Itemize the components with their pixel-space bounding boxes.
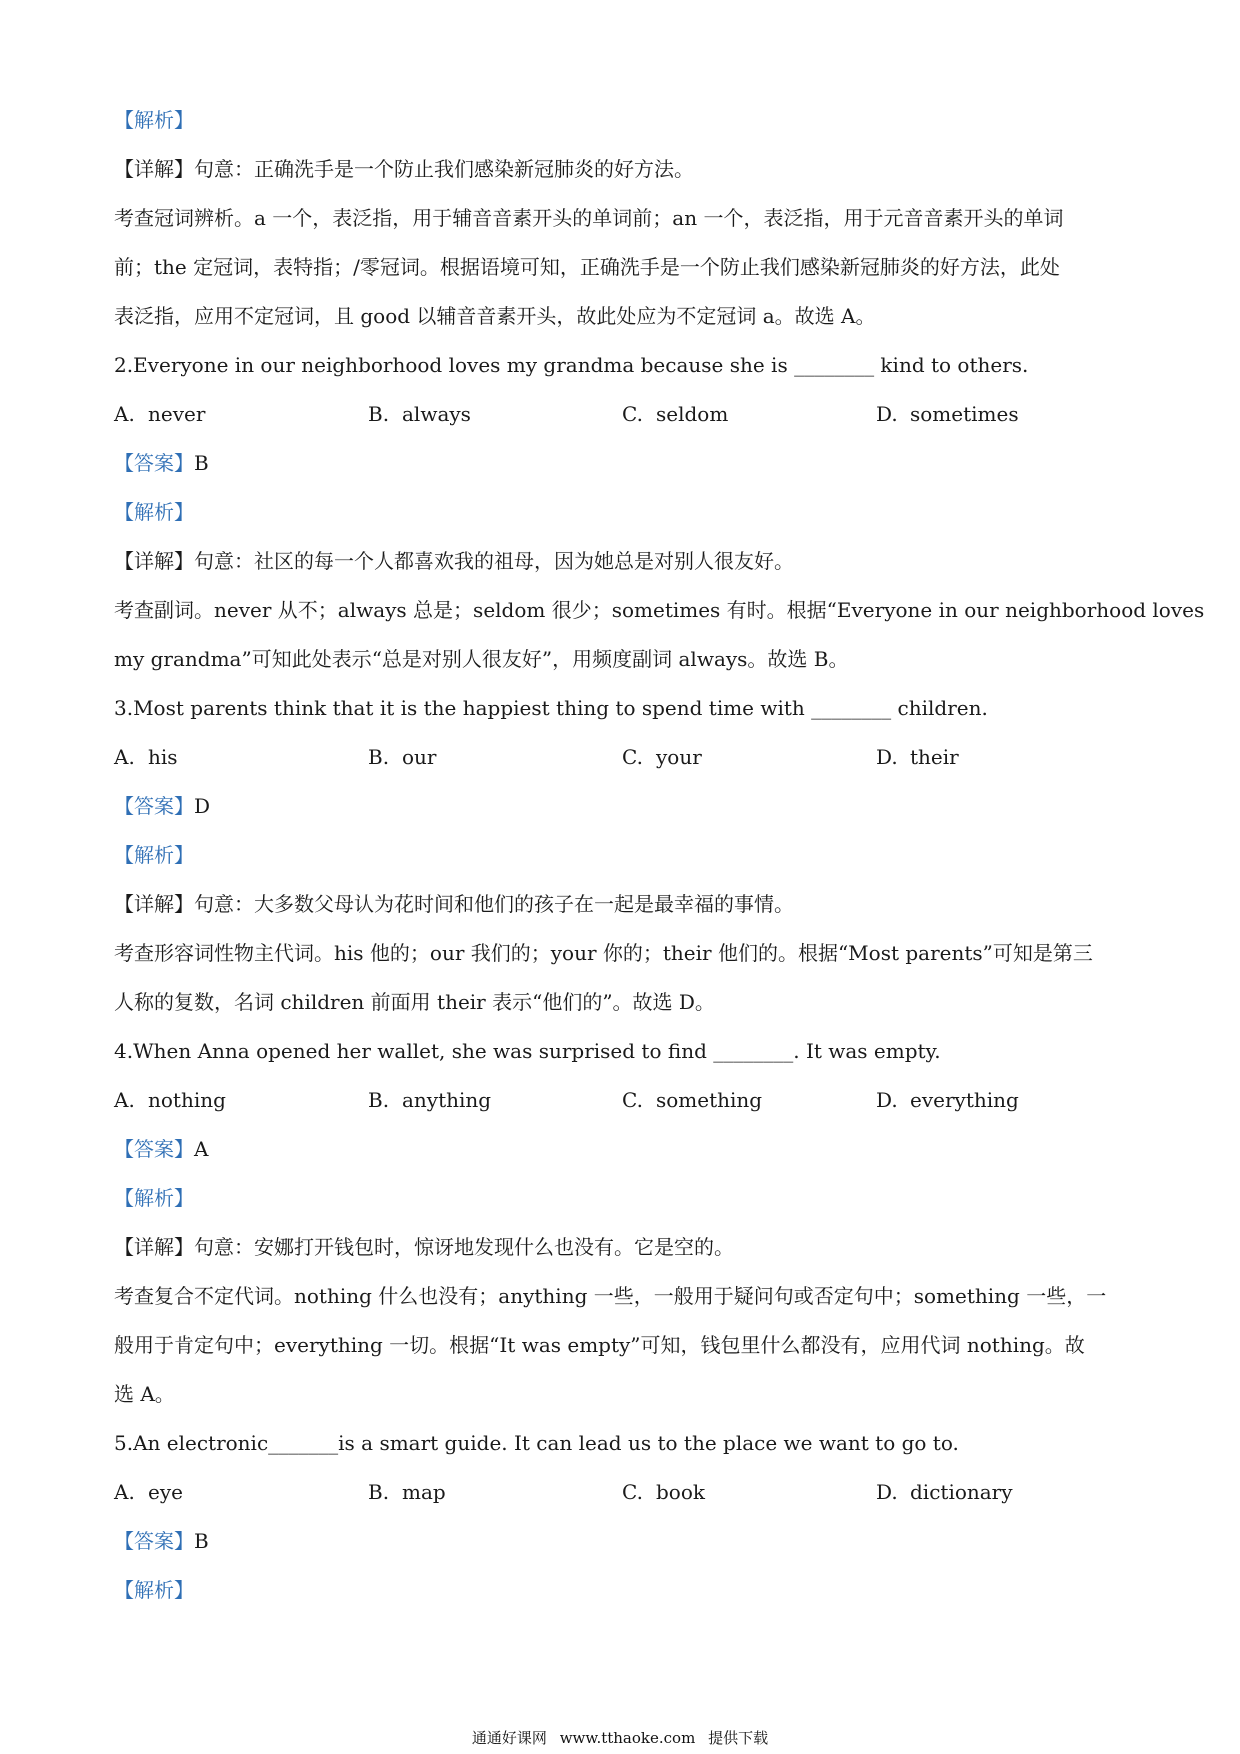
question-line bbox=[114, 684, 1134, 733]
analysis-tag: 【解析】 bbox=[114, 108, 194, 132]
text-line bbox=[114, 929, 1134, 978]
detail-tag: 【详解】 bbox=[114, 549, 194, 573]
text-line bbox=[114, 635, 1134, 684]
detail-line bbox=[114, 145, 1134, 194]
option-item bbox=[114, 390, 368, 439]
option-item bbox=[876, 1468, 1130, 1517]
option-text: their bbox=[910, 745, 959, 769]
option-letter: D. bbox=[876, 1480, 898, 1504]
option-item bbox=[114, 733, 368, 782]
option-row bbox=[114, 390, 1134, 439]
explanation-text: 表泛指，应用不定冠词，且 good 以辅音音素开头，故此处应为不定冠词 a。故选 A。 bbox=[114, 304, 876, 328]
explanation-text: 考查复合不定代词。nothing 什么也没有；anything 一些，一般用于疑问句或否定句中；something 一些，一 bbox=[114, 1284, 1107, 1308]
text-line bbox=[114, 1321, 1134, 1370]
option-letter: C. bbox=[622, 745, 643, 769]
option-text: seldom bbox=[656, 402, 729, 426]
option-item bbox=[368, 390, 622, 439]
option-item bbox=[876, 733, 1130, 782]
option-text: book bbox=[656, 1480, 706, 1504]
detail-text: 句意：安娜打开钱包时，惊讶地发现什么也没有。它是空的。 bbox=[194, 1235, 734, 1259]
option-letter: A. bbox=[114, 1088, 135, 1112]
option-item bbox=[368, 1076, 622, 1125]
explanation-text: 般用于肯定句中；everything 一切。根据“It was empty”可知，钱包里什么都没有，应用代词 nothing。故 bbox=[114, 1333, 1085, 1357]
option-letter: C. bbox=[622, 402, 643, 426]
option-text: eye bbox=[148, 1480, 183, 1504]
text-line bbox=[114, 586, 1205, 635]
analysis-tag: 【解析】 bbox=[114, 1186, 194, 1210]
option-row bbox=[114, 1076, 1134, 1125]
option-item bbox=[876, 390, 1130, 439]
document-body bbox=[114, 96, 1205, 1615]
option-row bbox=[114, 733, 1134, 782]
option-letter: B. bbox=[368, 745, 390, 769]
option-row bbox=[114, 1468, 1134, 1517]
tag-line bbox=[114, 1174, 1134, 1223]
option-text: his bbox=[148, 745, 178, 769]
question-text: 2.Everyone in our neighborhood loves my grandma because she is ________ kind to others. bbox=[114, 353, 1029, 377]
option-letter: A. bbox=[114, 402, 135, 426]
option-text: your bbox=[656, 745, 702, 769]
detail-text: 句意：大多数父母认为花时间和他们的孩子在一起是最幸福的事情。 bbox=[194, 892, 794, 916]
explanation-text: 选 A。 bbox=[114, 1382, 175, 1406]
option-text: everything bbox=[910, 1088, 1019, 1112]
explanation-text: my grandma”可知此处表示“总是对别人很友好”，用频度副词 always。故选 B。 bbox=[114, 647, 849, 671]
option-letter: A. bbox=[114, 1480, 135, 1504]
option-text: our bbox=[402, 745, 437, 769]
explanation-text: 考查副词。never 从不；always 总是；seldom 很少；sometimes 有时。根据“Everyone in our neighborhood loves bbox=[114, 598, 1205, 622]
text-line bbox=[114, 243, 1134, 292]
text-line bbox=[114, 194, 1134, 243]
question-text: 3.Most parents think that it is the happiest thing to spend time with ________ children. bbox=[114, 696, 988, 720]
text-line bbox=[114, 1370, 1134, 1419]
answer-tag: 【答案】 bbox=[114, 451, 194, 475]
option-letter: D. bbox=[876, 1088, 898, 1112]
text-line bbox=[114, 1272, 1134, 1321]
option-letter: B. bbox=[368, 1088, 390, 1112]
explanation-text: 考查形容词性物主代词。his 他的；our 我们的；your 你的；their 他们的。根据“Most parents”可知是第三 bbox=[114, 941, 1093, 965]
option-item bbox=[622, 1468, 876, 1517]
option-letter: B. bbox=[368, 402, 390, 426]
question-line bbox=[114, 1027, 1134, 1076]
analysis-tag: 【解析】 bbox=[114, 843, 194, 867]
option-item bbox=[368, 1468, 622, 1517]
detail-line bbox=[114, 880, 1134, 929]
option-text: nothing bbox=[148, 1088, 226, 1112]
option-item bbox=[114, 1076, 368, 1125]
answer-line bbox=[114, 1125, 1134, 1174]
answer-value: B bbox=[194, 1529, 209, 1553]
page-footer bbox=[0, 1727, 1240, 1748]
option-letter: B. bbox=[368, 1480, 390, 1504]
tag-line bbox=[114, 96, 1134, 145]
text-line bbox=[114, 978, 1134, 1027]
explanation-text: 前；the 定冠词，表特指；/零冠词。根据语境可知，正确洗手是一个防止我们感染新冠肺炎的好方法，此处 bbox=[114, 255, 1060, 279]
detail-line bbox=[114, 1223, 1134, 1272]
detail-tag: 【详解】 bbox=[114, 892, 194, 916]
answer-line bbox=[114, 1517, 1134, 1566]
option-item bbox=[622, 390, 876, 439]
explanation-text: 人称的复数，名词 children 前面用 their 表示“他们的”。故选 D。 bbox=[114, 990, 715, 1014]
option-text: always bbox=[402, 402, 471, 426]
detail-tag: 【详解】 bbox=[114, 157, 194, 181]
tag-line bbox=[114, 1566, 1134, 1615]
answer-tag: 【答案】 bbox=[114, 1137, 194, 1161]
option-text: dictionary bbox=[910, 1480, 1013, 1504]
question-text: 4.When Anna opened her wallet, she was surprised to find ________. It was empty. bbox=[114, 1039, 941, 1063]
answer-line bbox=[114, 439, 1134, 488]
question-text: 5.An electronic_______is a smart guide. It can lead us to the place we want to go to. bbox=[114, 1431, 959, 1455]
detail-text: 句意：正确洗手是一个防止我们感染新冠肺炎的好方法。 bbox=[194, 157, 694, 181]
footer-site-name: 通通好课网 bbox=[471, 1729, 547, 1747]
option-letter: D. bbox=[876, 402, 898, 426]
option-item bbox=[622, 1076, 876, 1125]
answer-value: B bbox=[194, 451, 209, 475]
answer-tag: 【答案】 bbox=[114, 1529, 194, 1553]
tag-line bbox=[114, 488, 1134, 537]
answer-tag: 【答案】 bbox=[114, 794, 194, 818]
detail-tag: 【详解】 bbox=[114, 1235, 194, 1259]
analysis-tag: 【解析】 bbox=[114, 500, 194, 524]
footer-suffix: 提供下载 bbox=[708, 1729, 769, 1747]
answer-value: A bbox=[194, 1137, 209, 1161]
answer-value: D bbox=[194, 794, 211, 818]
tag-line bbox=[114, 831, 1134, 880]
explanation-text: 考查冠词辨析。a 一个，表泛指，用于辅音音素开头的单词前；an 一个，表泛指，用于元音音素开头的单词 bbox=[114, 206, 1064, 230]
option-text: map bbox=[402, 1480, 446, 1504]
option-letter: D. bbox=[876, 745, 898, 769]
option-text: anything bbox=[402, 1088, 492, 1112]
analysis-tag: 【解析】 bbox=[114, 1578, 194, 1602]
footer-url: www.tthaoke.com bbox=[559, 1729, 696, 1747]
answer-line bbox=[114, 782, 1134, 831]
text-line bbox=[114, 292, 1134, 341]
question-line bbox=[114, 341, 1134, 390]
option-item bbox=[622, 733, 876, 782]
option-text: never bbox=[148, 402, 206, 426]
option-text: sometimes bbox=[910, 402, 1019, 426]
option-letter: C. bbox=[622, 1088, 643, 1112]
detail-text: 句意：社区的每一个人都喜欢我的祖母，因为她总是对别人很友好。 bbox=[194, 549, 794, 573]
option-item bbox=[876, 1076, 1130, 1125]
option-text: something bbox=[656, 1088, 763, 1112]
option-letter: A. bbox=[114, 745, 135, 769]
question-line bbox=[114, 1419, 1134, 1468]
detail-line bbox=[114, 537, 1134, 586]
option-item bbox=[114, 1468, 368, 1517]
option-item bbox=[368, 733, 622, 782]
option-letter: C. bbox=[622, 1480, 643, 1504]
